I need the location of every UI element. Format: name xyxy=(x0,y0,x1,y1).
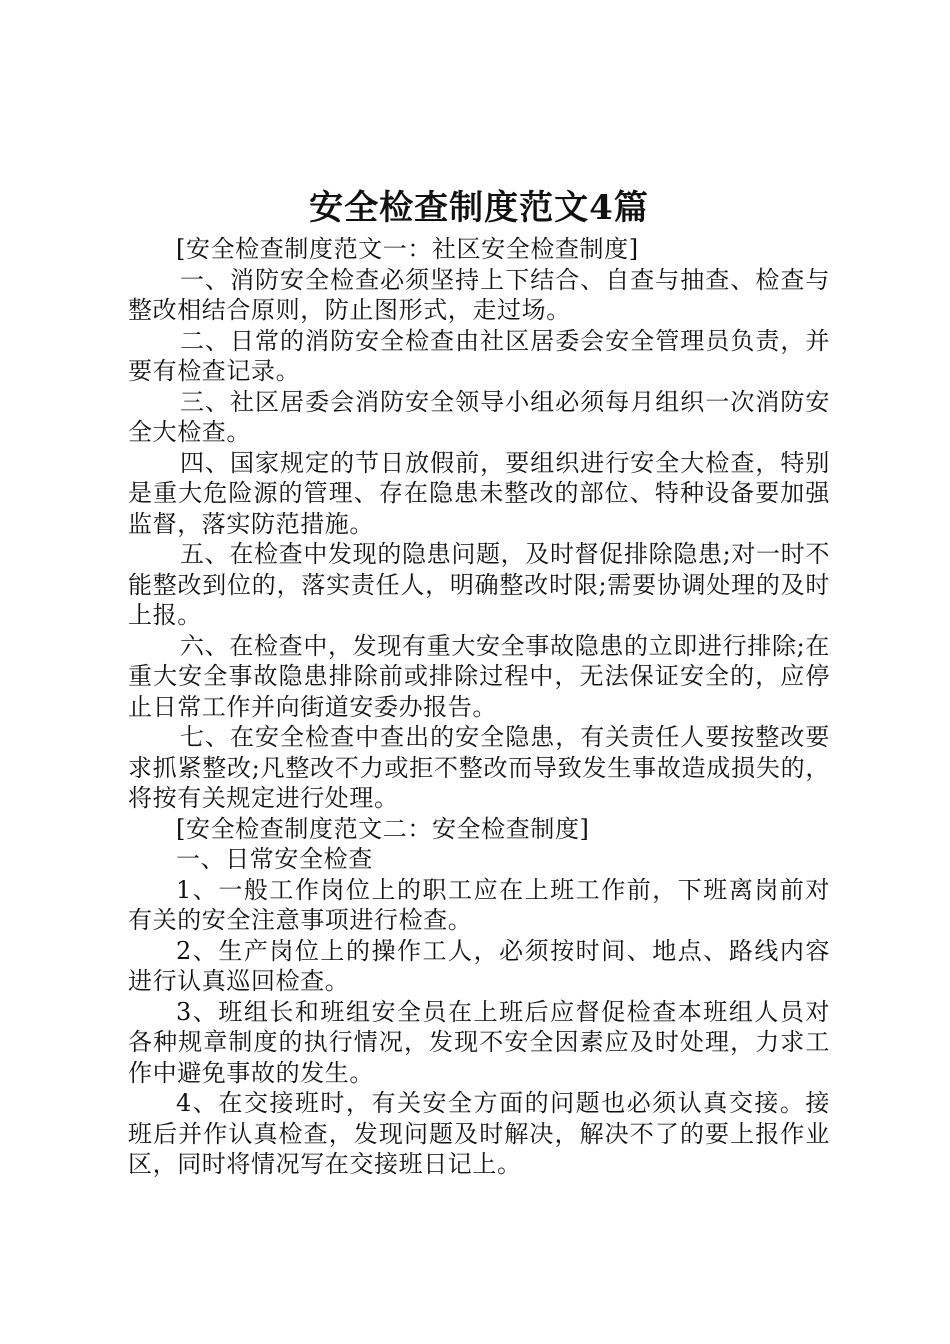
paragraph: 六、在检查中，发现有重大安全事故隐患的立即进行排除;在重大安全事故隐患排除前或排除过程中，无法保证安全的，应停止日常工作并向街道安委办报告。 xyxy=(128,631,830,721)
paragraph: 三、社区居委会消防安全领导小组必须每月组织一次消防安全大检查。 xyxy=(128,387,830,446)
paragraph: 1、一般工作岗位上的职工应在上班工作前，下班离岗前对有关的安全注意事项进行检查。 xyxy=(128,875,830,934)
section-heading-2: [安全检查制度范文二：安全检查制度] xyxy=(176,814,590,843)
document-page xyxy=(128,183,830,1180)
paragraph: 七、在安全检查中查出的安全隐患，有关责任人要按整改要求抓紧整改;凡整改不力或拒不整改而导致发生事故造成损失的，将按有关规定进行处理。 xyxy=(128,723,830,812)
paragraph: 2、生产岗位上的操作工人，必须按时间、地点、路线内容进行认真巡回检查。 xyxy=(128,936,830,995)
section-heading-1: [安全检查制度范文一：社区安全检查制度] xyxy=(176,235,639,263)
document-title: 安全检查制度范文4篇 xyxy=(309,188,649,228)
paragraph: 四、国家规定的节日放假前，要组织进行安全大检查，特别是重大危险源的管理、存在隐患未整改的部位、特种设备要加强监督，落实防范措施。 xyxy=(128,448,830,538)
paragraph: 五、在检查中发现的隐患问题，及时督促排除隐患;对一时不能整改到位的，落实责任人，明确整改时限;需要协调处理的及时上报。 xyxy=(128,540,830,629)
subsection-heading: 一、日常安全检查 xyxy=(176,845,373,873)
paragraph: 4、在交接班时，有关安全方面的问题也必须认真交接。接班后并作认真检查，发现问题及时解决，解决不了的要上报作业区，同时将情况写在交接班日记上。 xyxy=(128,1089,830,1178)
paragraph: 一、消防安全检查必须坚持上下结合、自查与抽查、检查与整改相结合原则，防止图形式，走过场。 xyxy=(128,265,830,324)
paragraph: 二、日常的消防安全检查由社区居委会安全管理员负责，并要有检查记录。 xyxy=(128,326,830,385)
paragraph: 3、班组长和班组安全员在上班后应督促检查本班组人员对各种规章制度的执行情况，发现不安全因素应及时处理，力求工作中避免事故的发生。 xyxy=(128,997,830,1087)
